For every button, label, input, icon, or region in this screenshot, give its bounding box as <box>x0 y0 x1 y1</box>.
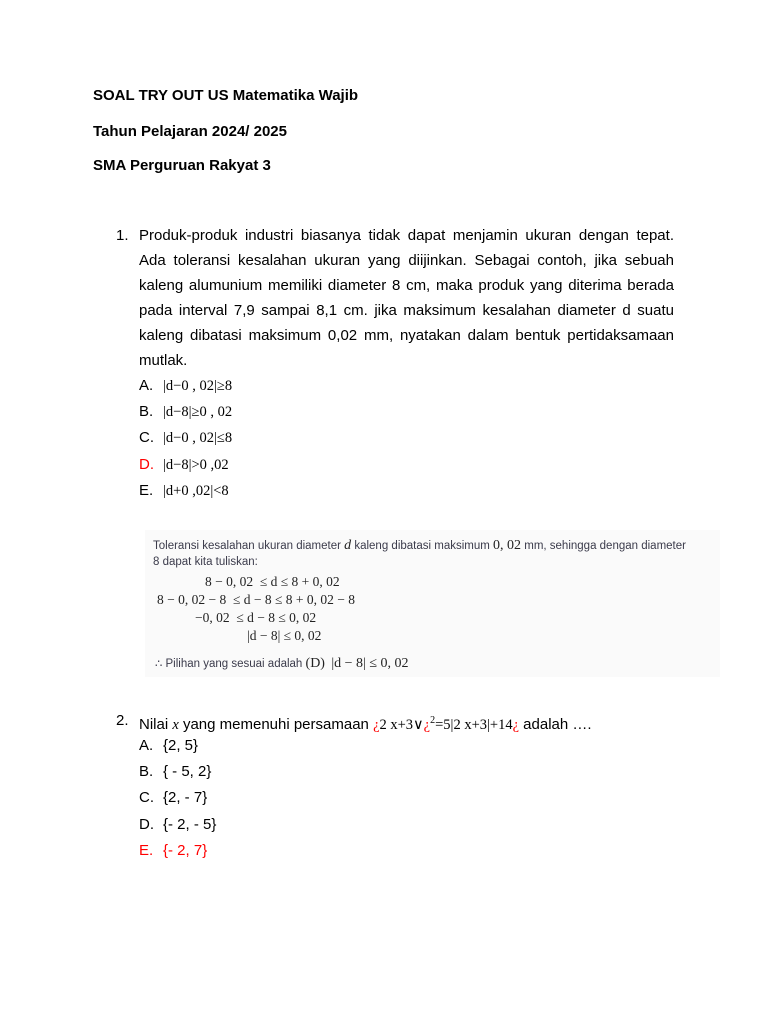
option-expression: |d−8|≥0 , 02 <box>163 404 233 421</box>
option-letter: B. <box>139 403 154 421</box>
option-value: { - 5, 2} <box>163 763 212 781</box>
solution-image <box>145 530 720 677</box>
option-value: {2, - 7} <box>163 789 208 807</box>
question-2-number: 2. <box>116 712 129 729</box>
question-2-text <box>139 708 674 738</box>
school-name: SMA Perguruan Rakyat 3 <box>93 157 271 174</box>
question-text: Nilai <box>139 716 173 733</box>
question-2-options <box>139 733 216 864</box>
solution-value: 0, 02 <box>493 538 522 553</box>
option-letter: E. <box>139 841 154 859</box>
option-letter: C. <box>139 429 154 447</box>
conclusion-expression: |d − 8| ≤ 0, 02 <box>331 656 409 671</box>
solution-step-1: 8 − 0, 02 ≤ d ≤ 8 + 0, 02 <box>205 574 340 589</box>
q1-option-e <box>139 478 232 504</box>
option-expression: |d−8|>0 ,02 <box>163 456 229 473</box>
solution-text: Toleransi kesalahan ukuran diameter <box>153 540 345 552</box>
option-value: {- 2, 7} <box>163 841 208 859</box>
q2-option-d <box>139 812 216 838</box>
q1-option-a <box>139 373 232 399</box>
solution-step-2: 8 − 0, 02 − 8 ≤ d − 8 ≤ 8 + 0, 02 − 8 <box>157 592 356 607</box>
option-letter: A. <box>139 737 154 754</box>
solution-step-3: −0, 02 ≤ d − 8 ≤ 0, 02 <box>195 610 317 625</box>
q2-option-c <box>139 785 216 811</box>
option-expression: |d+0 ,02|<8 <box>163 482 229 499</box>
solution-conclusion <box>155 656 409 672</box>
q1-option-d-correct <box>139 452 232 478</box>
option-letter: C. <box>139 789 154 807</box>
solution-text: 8 dapat kita tuliskan: <box>153 556 258 568</box>
q2-option-b <box>139 759 216 785</box>
option-value: {2, 5} <box>163 737 199 754</box>
option-letter: A. <box>139 377 154 394</box>
solution-text: mm, sehingga dengan diameter <box>521 540 686 552</box>
solution-intro <box>153 538 723 570</box>
question-text: yang memenuhi persamaan <box>178 716 374 733</box>
conclusion-text: ∴ Pilihan yang sesuai adalah <box>155 658 306 670</box>
option-letter: E. <box>139 481 154 499</box>
q2-option-e-correct <box>139 838 216 864</box>
document-title: SOAL TRY OUT US Matematika Wajib <box>93 87 359 104</box>
q1-option-c <box>139 425 232 451</box>
equation-part: 2 x+3∨ <box>379 717 424 733</box>
equation-part: =5|2 x+3|+14 <box>435 717 513 733</box>
option-letter: D. <box>139 815 154 833</box>
academic-year: Tahun Pelajaran 2024/ 2025 <box>93 123 287 140</box>
solution-step-4: |d − 8| ≤ 0, 02 <box>247 628 322 643</box>
option-letter: D. <box>139 455 154 473</box>
equation-exponent: 2 <box>430 715 436 726</box>
equation-artifact: ¿ <box>423 717 431 733</box>
question-text: adalah …. <box>519 716 592 733</box>
solution-variable: d <box>344 538 352 553</box>
option-expression: |d−0 , 02|≥8 <box>163 378 233 394</box>
question-1-text: Produk-produk industri biasanya tidak dapat menjamin ukuran dengan tepat. Ada toleransi kesalahan ukuran yang diijinkan. Sebagai contoh, jika sebuah kaleng alumunium memiliki diameter 8 cm, maka produk yang diterima berada pada interval 7,9 sampai 8,1 cm. jika maksimum kesalahan diameter d suatu kaleng dibatasi maksimum 0,02 mm, nyatakan dalam bentuk pertidaksamaan mutlak. <box>139 227 674 369</box>
q2-option-a <box>139 733 216 759</box>
conclusion-choice: (D) <box>305 656 325 671</box>
option-value: {- 2, - 5} <box>163 815 217 833</box>
equation-artifact: ¿ <box>512 717 520 733</box>
solution-text: kaleng dibatasi maksimum <box>351 540 494 552</box>
q1-option-b <box>139 399 232 425</box>
question-1-number: 1. <box>116 227 129 244</box>
option-expression: |d−0 , 02|≤8 <box>163 430 233 447</box>
question-variable: x <box>172 717 179 733</box>
option-letter: B. <box>139 763 154 781</box>
question-1-options <box>139 373 232 504</box>
equation-artifact: ¿ <box>373 717 380 733</box>
